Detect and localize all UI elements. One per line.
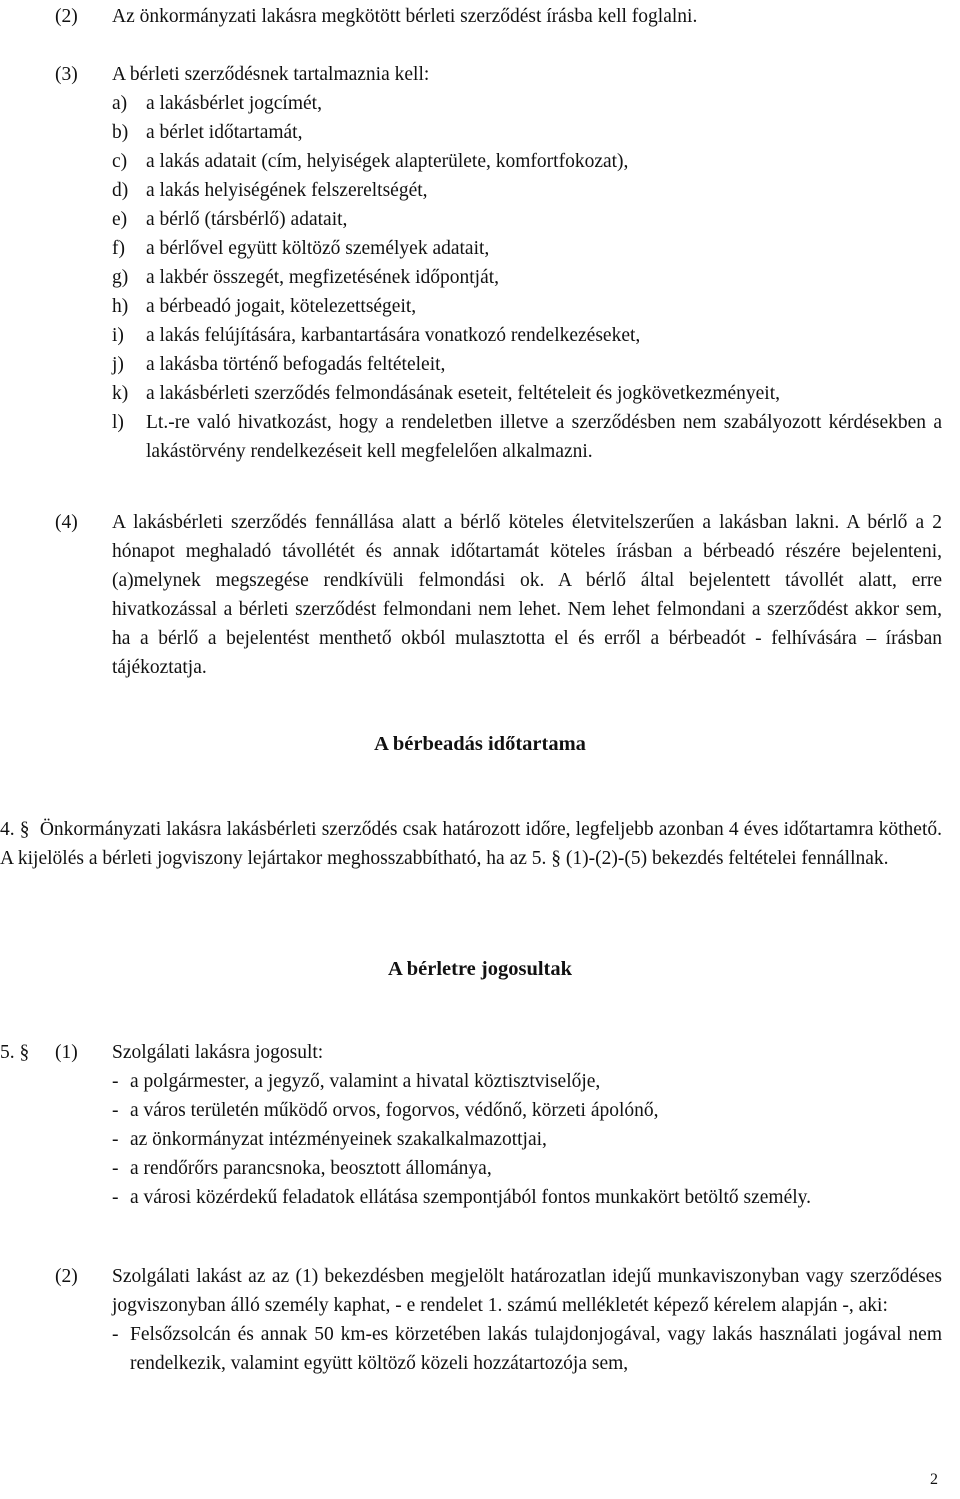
list-item: [112, 1183, 942, 1212]
list-text: a városi közérdekű feladatok ellátása szempontjából fontos munkakört betöltő személy.: [130, 1187, 812, 1208]
section-number: 4. §: [0, 819, 30, 840]
list-item: [112, 176, 942, 205]
paragraph-4: [55, 508, 942, 682]
list-item: [112, 408, 942, 466]
list-item: [112, 321, 942, 350]
list-text: a lakbér összegét, megfizetésének időpontját,: [146, 267, 500, 288]
list-text: a rendőrőrs parancsnoka, beosztott állománya,: [130, 1158, 492, 1179]
list-label: h): [112, 296, 129, 317]
list-text: Lt.-re való hivatkozást, hogy a rendeletben illetve a szerződésben nem szabályozott kérdésekben a lakástörvény rendelkezéseit kell megfelelően alkalmazni.: [146, 412, 942, 462]
list-label: f): [112, 238, 125, 259]
dash-marker: -: [112, 1129, 119, 1150]
paragraph-intro: A bérleti szerződésnek tartalmaznia kell:: [112, 64, 430, 85]
section-4: [0, 815, 942, 873]
list-label: b): [112, 122, 129, 143]
list-item: [112, 1067, 942, 1096]
list-item: [112, 118, 942, 147]
list-item: [112, 89, 942, 118]
list-label: d): [112, 180, 129, 201]
list-item: [112, 1320, 942, 1378]
list-text: a lakás felújítására, karbantartására vonatkozó rendelkezéseket,: [146, 325, 641, 346]
list-text: a polgármester, a jegyző, valamint a hivatal köztisztviselője,: [130, 1071, 601, 1092]
list-text: a bérbeadó jogait, kötelezettségeit,: [146, 296, 417, 317]
section-5-paragraph-2: [55, 1262, 942, 1378]
page-number: 2: [930, 1471, 938, 1488]
list-text: a lakásbérleti szerződés felmondásának eseteit, feltételeit és jogkövetkezményeit,: [146, 383, 781, 404]
list-item: [112, 379, 942, 408]
section-title: A bérbeadás időtartama: [374, 733, 586, 755]
paragraph-number: (1): [55, 1042, 78, 1063]
list-text: a város területén működő orvos, fogorvos, védőnő, körzeti ápolónő,: [130, 1100, 659, 1121]
list-label: j): [112, 354, 124, 375]
paragraph-number: (2): [55, 6, 78, 27]
list-label: e): [112, 209, 128, 230]
list-label: c): [112, 151, 128, 172]
section-text: Önkormányzati lakásra lakásbérleti szerződés csak határozott időre, legfeljebb azonban 4 éves időtartamra köthető. A kijelölés a bérleti jogviszony lejártakor meghosszabbítható, ha az 5. § (1)-(2)-(5) bekezdés feltételei fennállnak.: [0, 819, 942, 869]
section-title: A bérletre jogosultak: [387, 958, 573, 980]
list-text: a lakásbérlet jogcímét,: [146, 93, 322, 114]
list-text: az önkormányzat intézményeinek szakalkalmazottjai,: [130, 1129, 547, 1150]
list-text: Felsőzsolcán és annak 50 km-es körzetében lakás tulajdonjogával, vagy lakás használati jogával nem rendelkezik, valamint együtt költöző közeli hozzátartozója sem,: [130, 1324, 942, 1374]
list-text: a bérlet időtartamát,: [146, 122, 303, 143]
list-item: [112, 1125, 942, 1154]
paragraph-intro: Szolgálati lakásra jogosult:: [112, 1042, 324, 1063]
list-item: [112, 1096, 942, 1125]
list-item: [112, 1154, 942, 1183]
paragraph-number: (3): [55, 64, 78, 85]
dash-marker: -: [112, 1158, 119, 1179]
list-label: a): [112, 93, 128, 114]
list-label: i): [112, 325, 124, 346]
list-item: [112, 263, 942, 292]
dash-marker: -: [112, 1187, 119, 1208]
list-item: [112, 292, 942, 321]
dash-marker: -: [112, 1071, 119, 1092]
dash-marker: -: [112, 1324, 119, 1345]
list-text: a bérlővel együtt költöző személyek adatait,: [146, 238, 490, 259]
list-text: a lakás adatait (cím, helyiségek alapterülete, komfortfokozat),: [146, 151, 629, 172]
list-label: k): [112, 383, 129, 404]
list-item: [112, 147, 942, 176]
list-label: g): [112, 267, 129, 288]
dash-marker: -: [112, 1100, 119, 1121]
list-item: [112, 350, 942, 379]
paragraph-text: Az önkormányzati lakásra megkötött bérleti szerződést írásba kell foglalni.: [112, 6, 698, 27]
paragraph-intro: Szolgálati lakást az az (1) bekezdésben megjelölt határozatlan idejű munkaviszonyban vagy szerződéses jogviszonyban álló személy kaphat, - e rendelet 1. számú mellékletét képező kérelem alapján -, aki:: [112, 1266, 942, 1316]
paragraph-number: (2): [55, 1266, 78, 1287]
paragraph-number: (4): [55, 512, 78, 533]
list-text: a bérlő (társbérlő) adatait,: [146, 209, 348, 230]
list-item: [112, 205, 942, 234]
list-text: a lakásba történő befogadás feltételeit,: [146, 354, 446, 375]
section-number: 5. §: [0, 1042, 30, 1063]
paragraph-2: [55, 2, 942, 31]
list-label: l): [112, 412, 124, 433]
paragraph-3: [55, 60, 942, 466]
list-text: a lakás helyiségének felszereltségét,: [146, 180, 428, 201]
section-5: [0, 1038, 942, 1212]
paragraph-text: A lakásbérleti szerződés fennállása alatt a bérlő köteles életvitelszerűen a lakásban lakni. A bérlő a 2 hónapot meghaladó távollétét és annak időtartamát köteles írásban a bérbeadó részére bejelenteni, (a)melynek megszegése rendkívüli felmondási ok. A bérlő által bejelentett távollét alatt, erre hivatkozással a bérleti szerződést felmondani nem lehet. Nem lehet felmondani a szerződést akkor sem, ha a bérlő a bejelentést menthető okból mulasztotta el és erről a bérbeadót - felhívására – írásban tájékoztatja.: [112, 512, 942, 678]
list-item: [112, 234, 942, 263]
